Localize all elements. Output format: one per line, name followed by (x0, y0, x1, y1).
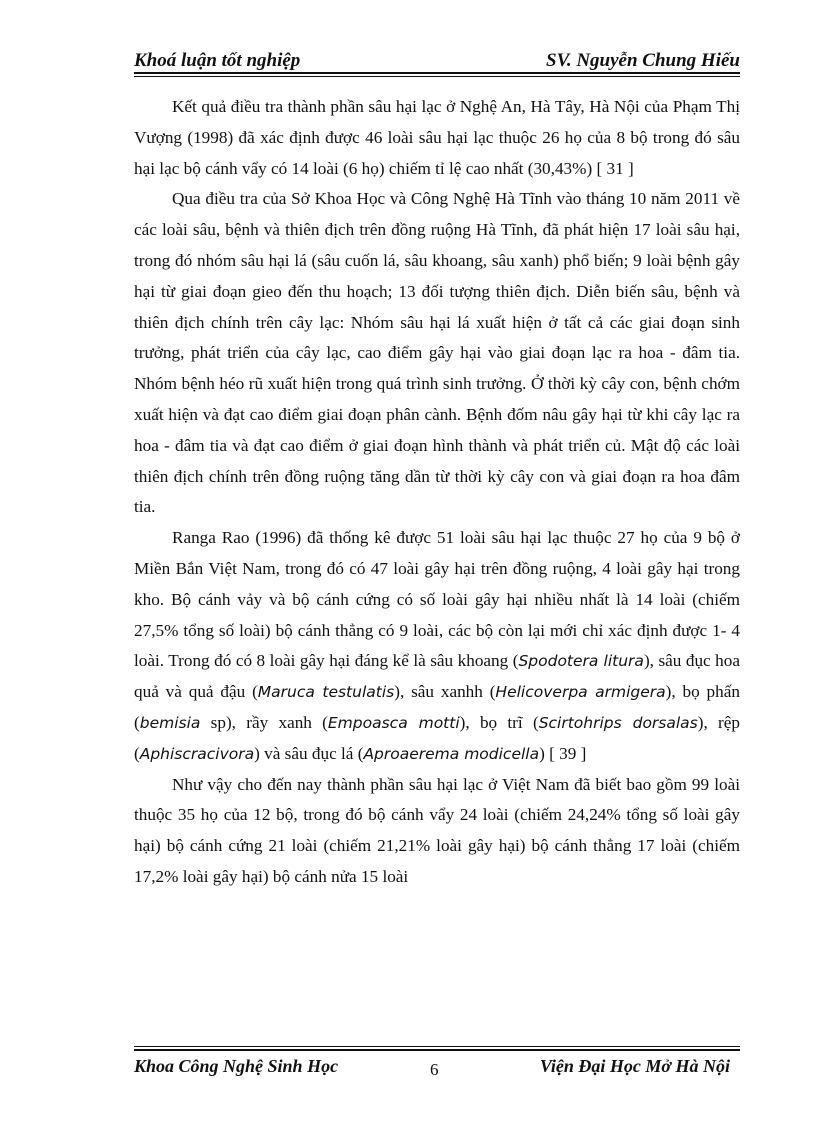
paragraph-text: Như vậy cho đến nay thành phần sâu hại lạc ở Việt Nam đã biết bao gồm 99 loài thuộc 35 họ của 12 bộ, trong đó bộ cánh vẩy 24 loài (chiếm 24,24% tổng số loài gây hại) bộ cánh cứng 21 loài (chiếm 21,21% loài gây hại) bộ cánh thẳng 17 loài (chiếm 17,2% loài gây hại) bộ cánh nửa 15 loài (134, 774, 740, 886)
paragraph-text: Kết quả điều tra thành phần sâu hại lạc ở Nghệ An, Hà Tây, Hà Nội của Phạm Thị Vượng (1998) đã xác định được 46 loài sâu hại lạc thuộc 26 họ của 8 bộ trong đó sâu hại lạc bộ cánh vẩy có 14 loài (6 họ) chiếm tỉ lệ cao nhất (30,43%) [ 31 ] (134, 97, 740, 178)
page-number: 6 (430, 1060, 439, 1079)
paragraph-text: Ranga Rao (1996) đã thống kê được 51 loài sâu hại lạc thuộc 27 họ của 9 bộ ở Miền Bắn Việt Nam, trong đó có 47 loài gây hại trên đồng ruộng, 4 loài gây hại trong kho. Bộ cánh vảy và bộ cánh cứng có số loài gây hại nhiều nhất là 14 loài (chiếm 27,5% tổng số loài) bộ cánh thẳng có 9 loài, các bộ còn lại mới chỉ xác định được 1- 4 loài. Trong đó có 8 loài gây hại đáng kể là sâu khoang ( (134, 528, 740, 671)
paragraph-text: ), rệp ( (134, 712, 741, 763)
species-name: Scirtohrips dorsalas (538, 713, 698, 732)
paragraph-text: sp), rầy xanh ( (200, 712, 328, 732)
species-name: Empoasca motti (327, 713, 460, 732)
paragraph-text: ), sâu đục hoa quả và quả đậu ( (134, 651, 740, 702)
paragraph-text: ), bọ trĩ ( (459, 712, 539, 732)
species-name: Spodotera litura (518, 652, 644, 671)
page-header (134, 48, 740, 74)
header-thesis-title: Khoá luận tốt nghiệp (134, 50, 301, 71)
footer-institution: Viện Đại Học Mở Hà Nội (539, 1056, 730, 1076)
footer-rule (134, 1049, 740, 1051)
header-rule-thin (134, 76, 740, 77)
header-rule (134, 72, 740, 74)
footer-faculty: Khoa Công Nghệ Sinh Học (134, 1056, 339, 1076)
page-footer (134, 1046, 740, 1086)
paragraph-text: ) và sâu đục lá ( (254, 743, 364, 763)
paragraph-text: ), bọ phấn ( (134, 682, 740, 732)
paragraph-text: Qua điều tra của Sở Khoa Học và Công Nghệ Hà Tĩnh vào tháng 10 năm 2011 về các loài sâu, bệnh và thiên địch trên đồng ruộng Hà Tĩnh, đã phát hiện 17 loài sâu hại, trong đó nhóm sâu hại lá (sâu cuốn lá, sâu khoang, sâu xanh) phổ biến; 9 loài bệnh gây hại từ giai đoạn gieo đến thu hoạch; 13 đối tượng thiên địch. Diễn biến sâu, bệnh và thiên địch chính trên cây lạc: Nhóm sâu hại lá xuất hiện ở tất cả các giai đoạn sinh trưởng, phát triển của cây lạc, cao điểm gây hại vào giai đoạn lạc ra hoa - đâm tia. Nhóm bệnh héo rũ xuất hiện trong quá trình sinh trưởng. Ở thời kỳ cây con, bệnh chớm xuất hiện và đạt cao điểm giai đoạn phân cành. Bệnh đốm nâu gây hại từ khi cây lạc ra hoa - đâm tia và đạt cao điểm ở giai đoạn hình thành và phát triển củ. Mật độ các loài thiên địch chính trên đồng ruộng tăng dần từ thời kỳ cây con và giai đoạn ra hoa đâm tia. (134, 189, 740, 517)
document-body (134, 92, 740, 893)
paragraph-text: ) [ 39 ] (539, 743, 587, 763)
species-name: Aproaerema modicella (363, 744, 540, 763)
paragraph (134, 770, 740, 893)
footer-rule-thin (134, 1046, 740, 1047)
species-name: Maruca testulatis (257, 683, 395, 702)
paragraph (134, 92, 740, 184)
paragraph (134, 523, 740, 769)
paragraph (134, 184, 740, 523)
species-name: Helicoverpa armigera (495, 683, 666, 702)
species-name: Aphiscracivora (139, 744, 255, 763)
header-student-name: SV. Nguyễn Chung Hiếu (546, 50, 740, 71)
paragraph-text: ), sâu xanhh ( (394, 682, 496, 702)
species-name: bemisia (139, 713, 201, 732)
